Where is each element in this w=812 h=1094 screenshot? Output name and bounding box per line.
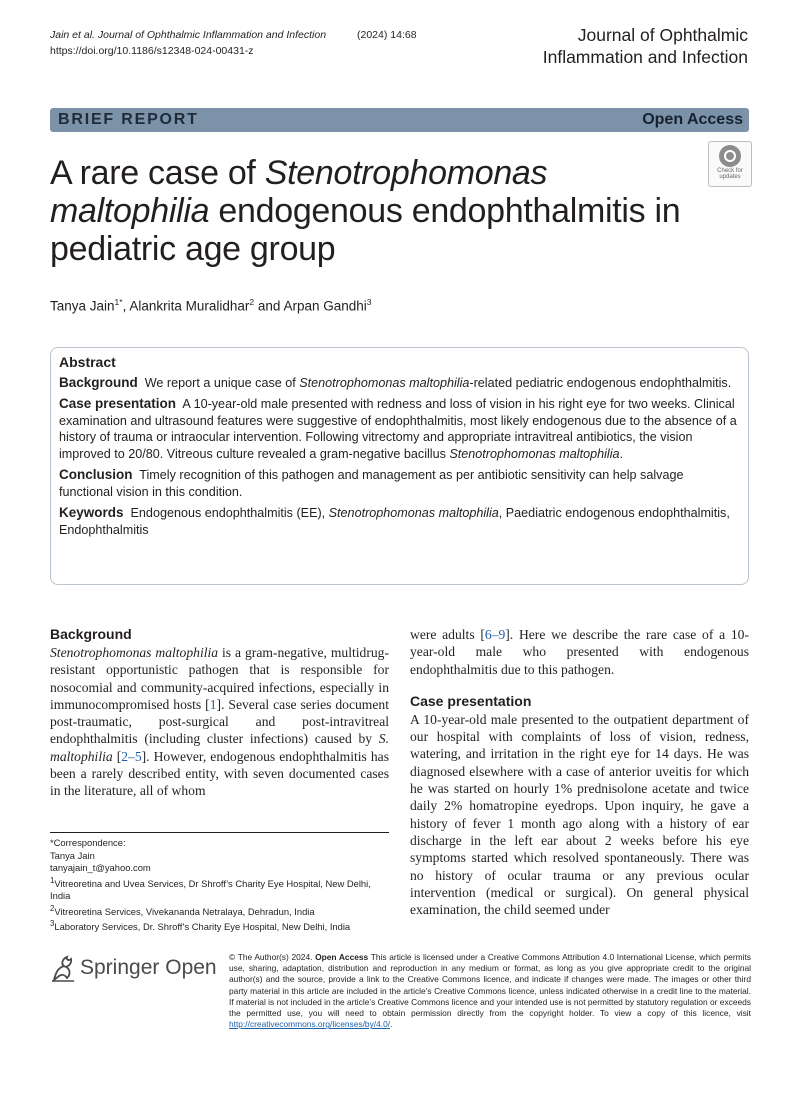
body-text: is a gram-negative, multidrug-resistant opportunistic pathogen that is responsible for nosocomial and community-acquired infections, especially in immunocompromised hosts [: [50, 645, 389, 712]
abstract-heading: Abstract: [59, 354, 116, 370]
background-paragraph: [50, 644, 389, 800]
abstract-text: .: [619, 446, 624, 461]
license-text: .: [390, 1019, 393, 1030]
affiliation-text: Laboratory Services, Dr. Shroff’s Charity Eye Hospital, New Delhi, India: [54, 921, 351, 933]
affiliation-1: [50, 875, 389, 903]
citation-link[interactable]: 2–5: [121, 748, 142, 764]
publisher-wordmark: [80, 956, 217, 980]
citation-link[interactable]: 1: [209, 696, 217, 712]
section-heading-case: Case presentation: [410, 692, 532, 709]
author-list: [50, 297, 371, 314]
badge-line2: updates: [719, 174, 741, 180]
affiliation-2: [50, 903, 389, 919]
author-separator: ,: [122, 298, 130, 314]
journal-name-line1: Journal of Ophthalmic: [577, 25, 748, 45]
body-text: were adults [: [410, 627, 485, 642]
citation-line: [50, 27, 417, 43]
doi-link[interactable]: https://doi.org/10.1186/s12348-024-00431-z: [50, 45, 254, 57]
background-continuation: [410, 626, 749, 678]
author-name[interactable]: Alankrita Muralidhar: [129, 298, 250, 314]
affiliation-sup: 1: [50, 875, 55, 885]
affiliation-3: [50, 918, 389, 934]
publisher-name-open: Open: [165, 956, 217, 979]
abstract-text: Timely recognition of this pathogen and management as per antibiotic sensitivity can help salvage functional vision in this condition.: [59, 468, 684, 499]
abstract-case: [59, 396, 739, 462]
affiliation-text: Vitreoretina and Uvea Services, Dr Shroff’s Charity Eye Hospital, New Delhi, India: [50, 877, 371, 902]
abstract-keywords-label: Keywords: [59, 505, 124, 520]
correspondence-email[interactable]: tanyajain_t@yahoo.com: [50, 862, 151, 873]
body-italic: S. maltophilia: [50, 731, 389, 764]
abstract-text: Endogenous endophthalmitis (EE),: [130, 506, 329, 520]
open-access-label: Open Access: [642, 111, 743, 128]
title-part1: A rare case of: [50, 154, 265, 192]
license-bold: Open Access: [315, 952, 369, 962]
correspondence-label: *Correspondence:: [50, 837, 126, 848]
case-paragraph: A 10-year-old male presented to the outpatient department of our hospital with complaints of loss of vision, redness, watering, and irritation in the right eye for 14 days. He was diagnosed elsewhere with a case of anterior uveitis for which he was started on hourly 1% prednisolone acetate and twice daily 2% homatropine eyedrops. Upon inquiry, he gave a history of fever 1 month ago along with a history of ear discharge in the left ear about 2 weeks before his eye symptoms started which resolved spontaneously. There was no history of ocular trauma or any previous ocular intervention (medical or surgical). On general physical examination, the child seemed under: [410, 711, 749, 918]
article-citation-block: [50, 27, 417, 59]
badge-line1: Check for: [717, 168, 743, 174]
license-text: This article is licensed under a Creative Commons Attribution 4.0 International License, which permits use, sharing, adaptation, distribution and reproduction in any medium or format, as long as you give appropriate credit to the original author(s) and the source, provide a link to the Creative Commons licence, and indicate if changes were made. The images or other third party material in this article are included in the article’s Creative Commons licence, unless indicated otherwise in a credit line to the material. If material is not included in the article’s Creative Commons licence and your intended use is not permitted by statutory regulation or exceeds the permitted use, you will need to obtain permission directly from the copyright holder. To view a copy of this licence, visit: [229, 952, 751, 1019]
article-type-banner: [50, 108, 749, 132]
abstract-italic: Stenotrophomonas maltophilia: [328, 506, 499, 520]
correspondence-name: Tanya Jain: [50, 849, 95, 861]
abstract-text: , Paediatric endogenous endophthalmitis, Endophthalmitis: [59, 506, 730, 537]
year-page: (2024) 14:68: [357, 29, 417, 41]
abstract-box: [50, 347, 749, 585]
author-name[interactable]: Tanya Jain: [50, 298, 115, 314]
body-text: ]. However, endogenous endophthalmitis has been a rarely described entity, with seven documented cases in the literature, all of whom: [50, 748, 389, 799]
license-statement: [229, 952, 751, 1030]
abstract-italic: Stenotrophomonas maltophilia: [449, 446, 620, 461]
section-heading-background: Background: [50, 626, 132, 642]
springer-open-logo: [50, 954, 215, 984]
affiliation-text: Vitreoretina Services, Vivekananda Netralaya, Dehradun, India: [54, 905, 315, 917]
abstract-keywords: [59, 505, 739, 538]
license-link[interactable]: http://creativecommons.org/licenses/by/4.0/: [229, 1019, 391, 1030]
check-updates-icon: [719, 145, 741, 167]
author-separator: and: [254, 298, 284, 314]
abstract-text: -related pediatric endogenous endophthalmitis.: [469, 375, 732, 390]
abstract-italic: Stenotrophomonas maltophilia: [299, 375, 470, 390]
abstract-background: [59, 375, 739, 392]
abstract-text: We report a unique case of: [144, 375, 300, 390]
body-text: [: [112, 748, 122, 764]
check-for-updates-badge[interactable]: [708, 141, 752, 187]
publisher-name: Springer: [80, 956, 160, 979]
article-type-label: BRIEF REPORT: [58, 111, 199, 128]
author-affiliation-sup: 1*: [114, 297, 123, 307]
article-title: [50, 154, 700, 268]
affiliation-sup: 3: [50, 919, 55, 929]
body-italic: Stenotrophomonas maltophilia: [50, 645, 219, 660]
body-column-right: [410, 626, 749, 918]
title-part2: endogenous endophthalmitis in pediatric age group: [50, 192, 681, 268]
abstract-conclusion: [59, 467, 739, 500]
abstract-text: A 10-year-old male presented with redness and loss of vision in his right eye for two weeks. Clinical examination and ultrasound features were suggestive of endophthalmitis, most likely endogenous due to the absence of a history of trauma or intraocular intervention. Following vitrectomy and appropriate intravitreal antibiotics, the vision improved to 20/80. Vitreous culture revealed a gram-negative bacillus: [59, 397, 737, 461]
author-affiliation-sup: 2: [249, 297, 255, 307]
journal-name: [543, 24, 748, 68]
license-text: © The Author(s) 2024.: [229, 952, 316, 962]
citation-text: Jain et al. Journal of Ophthalmic Inflammation and Infection: [50, 29, 327, 41]
body-text: ]. Here we describe the rare case of a 10-year-old male who presented with endogenous endophthalmitis due to this pathogen.: [410, 627, 749, 677]
journal-name-line2: Inflammation and Infection: [542, 47, 748, 67]
springer-horse-icon: [50, 954, 76, 982]
abstract-case-label: Case presentation: [59, 396, 177, 411]
affiliation-sup: 2: [50, 903, 55, 913]
body-column-left: [50, 626, 389, 800]
body-text: ]. Several case series document post-traumatic, post-surgical and post-intravitreal endophthalmitis (including cluster infections) caused by: [50, 696, 389, 747]
title-italic: Stenotrophomonas maltophilia: [50, 154, 548, 230]
citation-link[interactable]: 6–9: [484, 627, 506, 642]
author-affiliation-sup: 3: [366, 297, 372, 307]
author-name[interactable]: Arpan Gandhi: [283, 298, 367, 314]
abstract-conclusion-label: Conclusion: [59, 467, 133, 482]
footnotes: [50, 837, 389, 934]
footnote-divider: [50, 832, 389, 833]
abstract-background-label: Background: [59, 374, 138, 390]
